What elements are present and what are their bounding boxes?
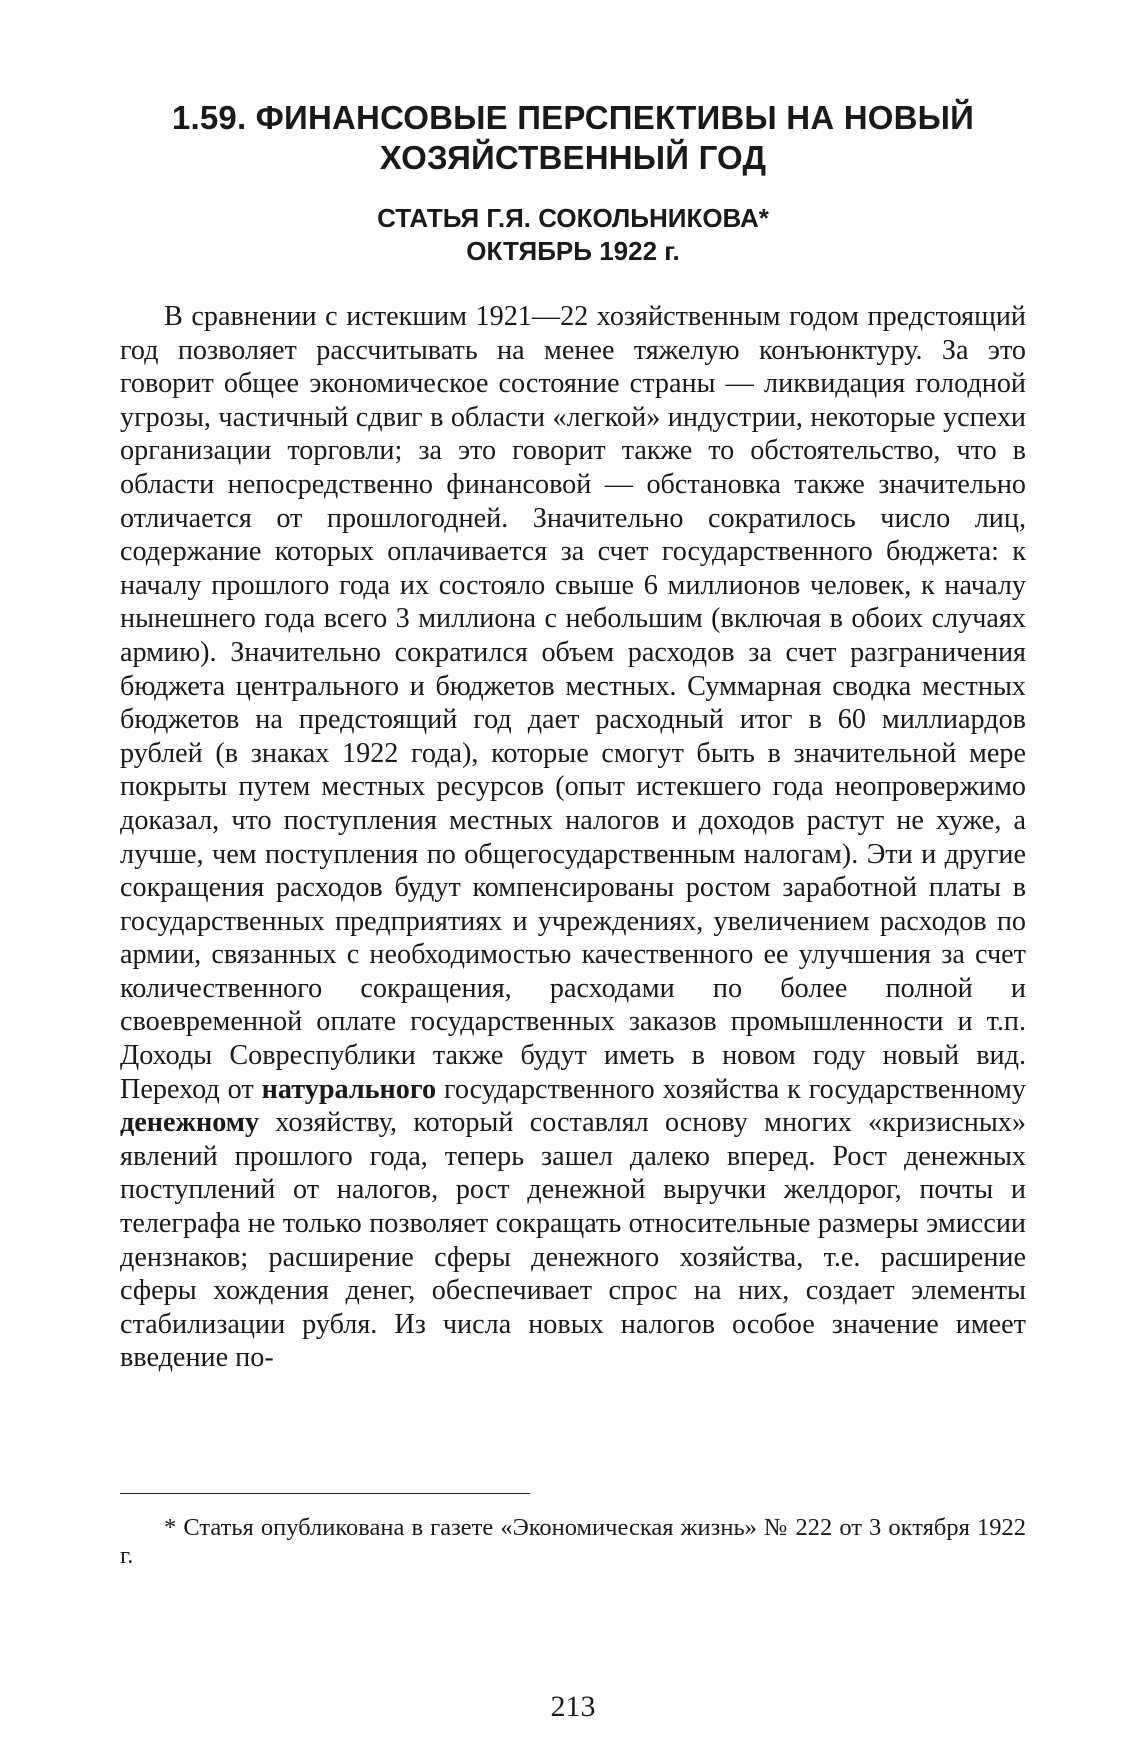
paragraph-text-part-1: В сравнении с истекшим 1921—22 хозяйственным годом предстоящий год позволяет рассчитывать на менее тяжелую конъюнктуру. За это говорит общее экономическое состояние страны — ликвидация голодной угрозы, частичный сдвиг в области «легкой» индустрии, некоторые успехи организации торговли; за это говорит также то обстоятельство, что в области непосредственно финансовой — обстановка также значительно отличается от прошлогодней. Значительно сократилось число лиц, содержание которых оплачивается за счет государственного бюджета: к началу прошлого года их состояло свыше 6 миллионов человек, к началу нынешнего года всего 3 миллиона с небольшим (включая в обоих случаях армию). Значительно сократился объем расходов за счет разграничения бюджета центрального и бюджетов местных. Суммарная сводка местных бюджетов на предстоящий год дает расходный итог в 60 миллиардов рублей (в знаках 1922 года), которые смогут быть в значительной мере покрыты путем местных ресурсов (опыт истекшего года неопровержимо доказал, что поступления местных налогов и доходов растут не хуже, а лучше, чем поступления по общегосударственным налогам). Эти и другие сокращения расходов будут компенсированы ростом заработной платы в государственных предприятиях и учреждениях, увеличением расходов по армии, связанных с необходимостью качественного ее улучшения за счет количественного сокращения, расходами по более полной и своевременной оплате государственных заказов промышленности и т.п. Доходы Совреспублики также будут иметь в новом году новый вид. Переход от <box>120 301 1026 1105</box>
chapter-title-line-1: 1.59. ФИНАНСОВЫЕ ПЕРСПЕКТИВЫ НА НОВЫЙ <box>171 99 975 136</box>
paragraph-text-part-2: государственного хозяйства к государственному <box>436 1073 1026 1105</box>
article-author: СТАТЬЯ Г.Я. СОКОЛЬНИКОВА* <box>377 203 769 233</box>
chapter-title-line-2: ХОЗЯЙСТВЕННЫЙ ГОД <box>379 139 767 176</box>
footnote-divider <box>120 1493 530 1494</box>
paragraph-text-part-3: хозяйству, который составлял основу многих «кризисных» явлений прошлого года, теперь зашел далеко вперед. Рост денежных поступлений от налогов, рост денежной выручки желдорог, почты и телеграфа не только позволяет сокращать относительные размеры эмиссии дензнаков; расширение сферы денежного хозяйства, т.е. расширение сферы хождения денег, обеспечивает спрос на них, создает элементы стабилизации рубля. Из числа новых налогов особое значение имеет введение по- <box>120 1107 1026 1374</box>
article-date: ОКТЯБРЬ 1922 г. <box>466 236 680 266</box>
article-paragraph <box>120 300 1026 1375</box>
chapter-title <box>120 98 1026 178</box>
book-page <box>120 96 1026 1723</box>
footnote: * Статья опубликована в газете «Экономическая жизнь» № 222 от 3 октября 1922 г. <box>120 1514 1026 1569</box>
bold-term-monetary: денежному <box>120 1107 260 1139</box>
page-number: 213 <box>550 1690 596 1723</box>
article-subtitle <box>120 202 1026 268</box>
bold-term-natural: натурального <box>261 1073 437 1105</box>
